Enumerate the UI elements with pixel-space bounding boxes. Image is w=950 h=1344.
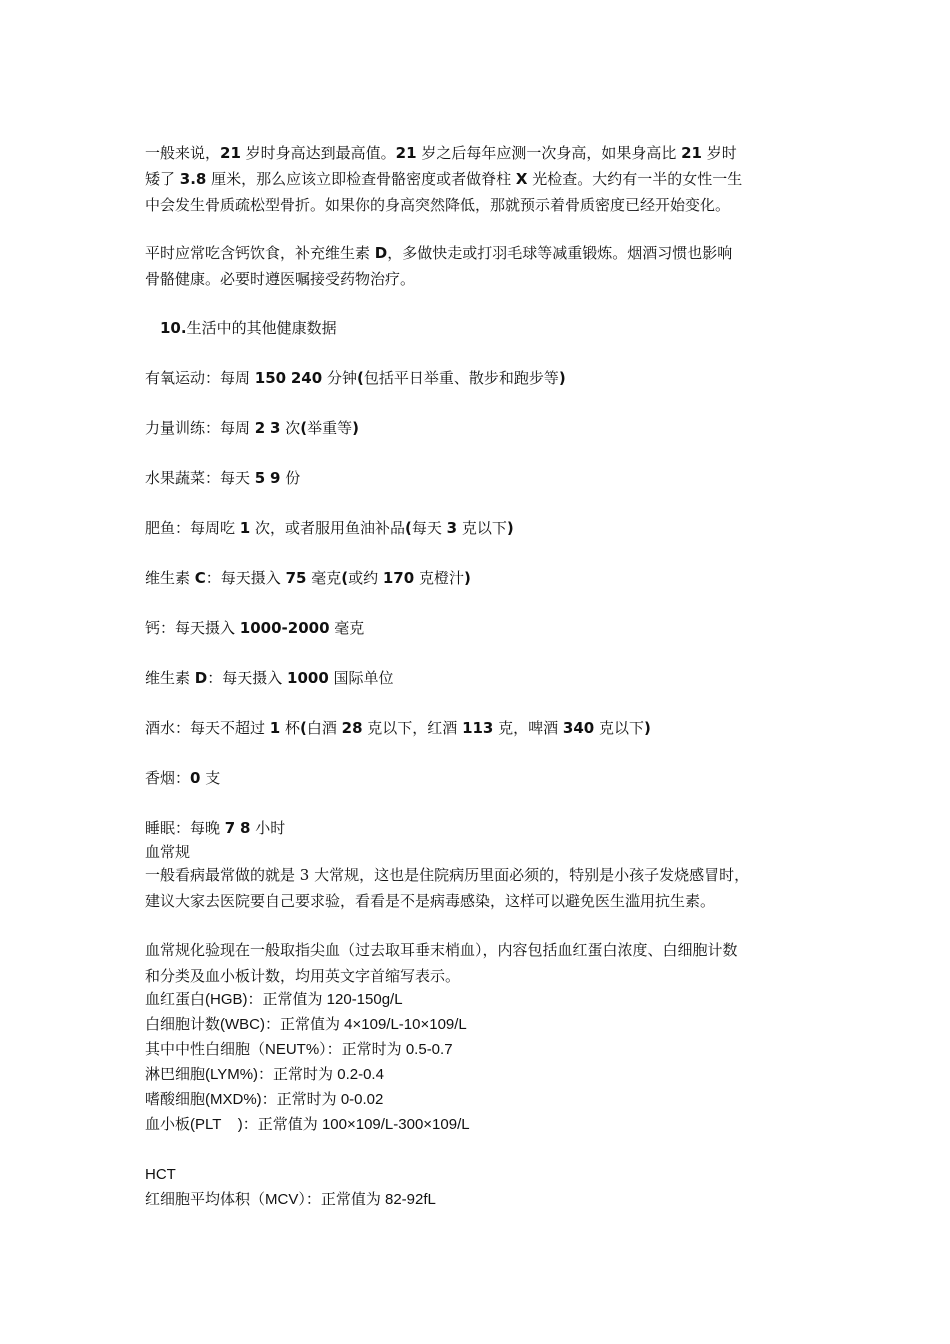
text-line: 矮了 3.8 厘米，那么应该立即检查骨骼密度或者做脊柱 X 光检查。大约有一半的女性一生	[145, 170, 743, 188]
blood-item-neut: 其中中性白细胞（NEUT%）：正常时为 0.5-0.7	[145, 1041, 453, 1058]
health-item-sleep: 睡眠：每晚 7 8 小时	[145, 819, 286, 837]
health-item-alcohol: 酒水：每天不超过 1 杯(白酒 28 克以下，红酒 113 克，啤酒 340 克以下)	[145, 719, 651, 737]
text-line: 一般来说，21 岁时身高达到最高值。21 岁之后每年应测一次身高，如果身高比 21 岁时	[145, 144, 737, 162]
text-line: 平时应常吃含钙饮食，补充维生素 D，多做快走或打羽毛球等减重锻炼。烟酒习惯也影响	[145, 244, 733, 262]
health-item-vitamin-c: 维生素 C：每天摄入 75 毫克(或约 170 克橙汁)	[145, 569, 471, 587]
health-item-aerobic: 有氧运动：每周 150 240 分钟(包括平日举重、散步和跑步等)	[145, 369, 566, 387]
blood-item-lym: 淋巴细胞(LYM%)：正常时为 0.2-0.4	[145, 1066, 384, 1083]
health-item-fish: 肥鱼：每周吃 1 次，或者服用鱼油补品(每天 3 克以下)	[145, 519, 514, 537]
health-item-vitamin-d: 维生素 D：每天摄入 1000 国际单位	[145, 669, 394, 687]
paragraph-calcium	[145, 240, 810, 292]
text-line: 中会发生骨质疏松型骨折。如果你的身高突然降低，那就预示着骨质密度已经开始变化。	[145, 196, 731, 214]
blood-item-mcv: 红细胞平均体积（MCV）：正常值为 82-92fL	[145, 1191, 436, 1208]
blood-item-mxd: 嗜酸细胞(MXD%)：正常时为 0-0.02	[145, 1091, 384, 1108]
blood-routine-title: 血常规	[145, 843, 191, 861]
text-line: 和分类及血小板计数，均用英文字首缩写表示。	[145, 967, 461, 985]
text-line: 骨骼健康。必要时遵医嘱接受药物治疗。	[145, 270, 416, 288]
paragraph-height	[145, 140, 810, 218]
blood-item-wbc: 白细胞计数(WBC)：正常值为 4×109/L-10×109/L	[145, 1016, 467, 1033]
section-title: 生活中的其他健康数据	[186, 319, 337, 337]
paragraph-blood-method	[145, 937, 810, 989]
hct-label: HCT	[145, 1166, 176, 1183]
paragraph-blood-intro	[145, 862, 810, 914]
health-item-smoking: 香烟：0 支	[145, 769, 221, 787]
blood-item-hgb: 血红蛋白(HGB)：正常值为 120-150g/L	[145, 991, 403, 1008]
section-number: 10.	[160, 319, 187, 337]
health-item-fruit: 水果蔬菜：每天 5 9 份	[145, 469, 301, 487]
health-item-calcium: 钙：每天摄入 1000-2000 毫克	[145, 619, 365, 637]
text-line: 建议大家去医院要自己要求验，看看是不是病毒感染，这样可以避免医生滥用抗生素。	[145, 892, 716, 910]
text-line: 血常规化验现在一般取指尖血（过去取耳垂末梢血），内容包括血红蛋白浓度、白细胞计数	[145, 941, 738, 959]
text-line: 一般看病最常做的就是 3 大常规，这也是住院病历里面必须的，特别是小孩子发烧感冒时，	[145, 866, 750, 884]
health-item-strength: 力量训练：每周 2 3 次(举重等)	[145, 419, 359, 437]
section-heading	[160, 316, 337, 341]
blood-item-plt: 血小板(PLT )：正常值为 100×109/L-300×109/L	[145, 1116, 470, 1133]
